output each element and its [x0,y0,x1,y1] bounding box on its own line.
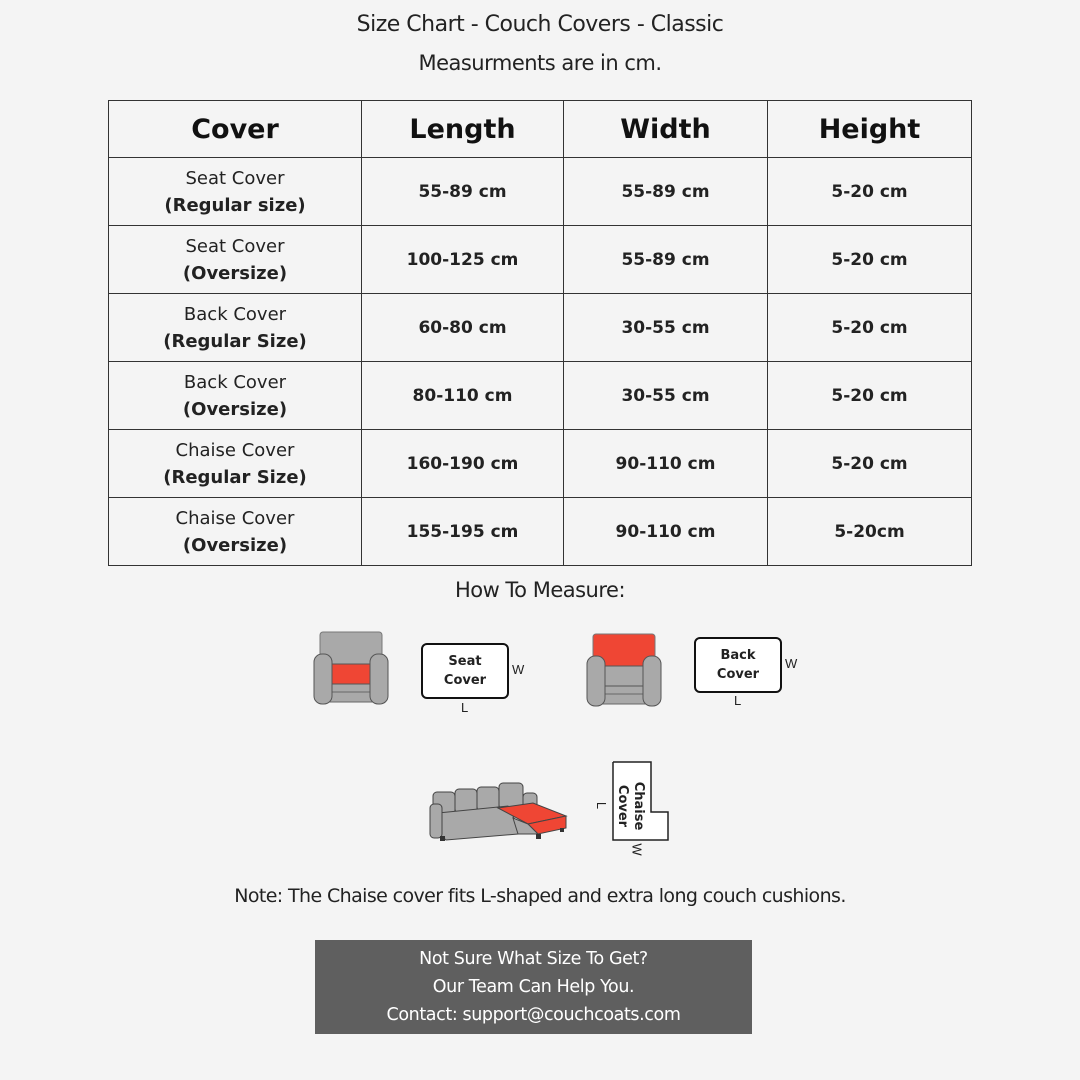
chaise-note: Note: The Chaise cover fits L-shaped and extra long couch cushions. [234,885,846,907]
width-cell: 55-89 cm [564,158,768,226]
page-subtitle: Measurments are in cm. [418,51,662,75]
length-cell: 55-89 cm [362,158,564,226]
table-row [109,226,972,294]
cover-size: (Oversize) [182,534,288,556]
height-cell: 5-20 cm [768,158,972,226]
cover-size: (Regular Size) [163,466,307,488]
chaise-diagram-label: Cover [615,784,630,828]
cover-name: Seat Cover [185,235,285,257]
cover-name: Back Cover [183,371,287,393]
width-label: W [512,662,525,677]
width-cell: 90-110 cm [564,498,768,566]
help-line-2: Our Team Can Help You. [432,977,635,997]
length-cell: 160-190 cm [362,430,564,498]
cover-cell [109,294,362,362]
table-row [109,158,972,226]
sectional-sofa-icon [428,778,568,843]
column-header-width: Width [564,101,768,158]
length-cell: 80-110 cm [362,362,564,430]
cover-size: (Oversize) [182,398,288,420]
how-to-measure-title: How To Measure: [454,578,626,602]
cover-cell [109,430,362,498]
cover-name: Back Cover [183,303,287,325]
help-line-1: Not Sure What Size To Get? [419,949,648,969]
cover-name: Seat Cover [185,167,285,189]
table-row [109,362,972,430]
column-header-length: Length [362,101,564,158]
chaise-diagram-text [614,774,646,838]
width-cell: 30-55 cm [564,294,768,362]
armchair-seat-icon [312,630,392,706]
cover-cell [109,498,362,566]
seat-diagram-label: Seat [448,654,482,669]
height-cell: 5-20 cm [768,226,972,294]
length-label: L [594,801,610,810]
length-label: L [734,693,742,708]
cover-cell [109,226,362,294]
table-row [109,430,972,498]
page-title: Size Chart - Couch Covers - Classic [356,12,724,37]
contact-email[interactable]: Contact: support@couchcoats.com [386,1005,681,1025]
back-cover-diagram [694,637,782,693]
seat-cover-diagram [421,643,509,699]
width-cell: 90-110 cm [564,430,768,498]
chaise-diagram-label: Chaise [631,781,646,831]
height-cell: 5-20cm [768,498,972,566]
column-header-height: Height [768,101,972,158]
seat-diagram-label: Cover [443,673,487,688]
table-row [109,498,972,566]
back-diagram-label: Cover [716,667,760,682]
cover-name: Chaise Cover [175,507,295,529]
cover-size: (Regular size) [164,194,306,216]
cover-cell [109,362,362,430]
back-diagram-label: Back [720,648,756,663]
cover-name: Chaise Cover [175,439,295,461]
length-cell: 60-80 cm [362,294,564,362]
cover-size: (Oversize) [182,262,288,284]
cover-cell [109,158,362,226]
column-header-cover: Cover [109,101,362,158]
width-cell: 30-55 cm [564,362,768,430]
height-cell: 5-20 cm [768,362,972,430]
height-cell: 5-20 cm [768,430,972,498]
width-label: W [785,656,798,671]
help-banner [315,940,752,1034]
length-cell: 155-195 cm [362,498,564,566]
length-label: L [461,700,469,715]
size-table [108,100,972,566]
height-cell: 5-20 cm [768,294,972,362]
armchair-back-icon [585,632,665,708]
length-cell: 100-125 cm [362,226,564,294]
width-label: W [629,843,645,856]
table-row [109,294,972,362]
width-cell: 55-89 cm [564,226,768,294]
cover-size: (Regular Size) [163,330,307,352]
